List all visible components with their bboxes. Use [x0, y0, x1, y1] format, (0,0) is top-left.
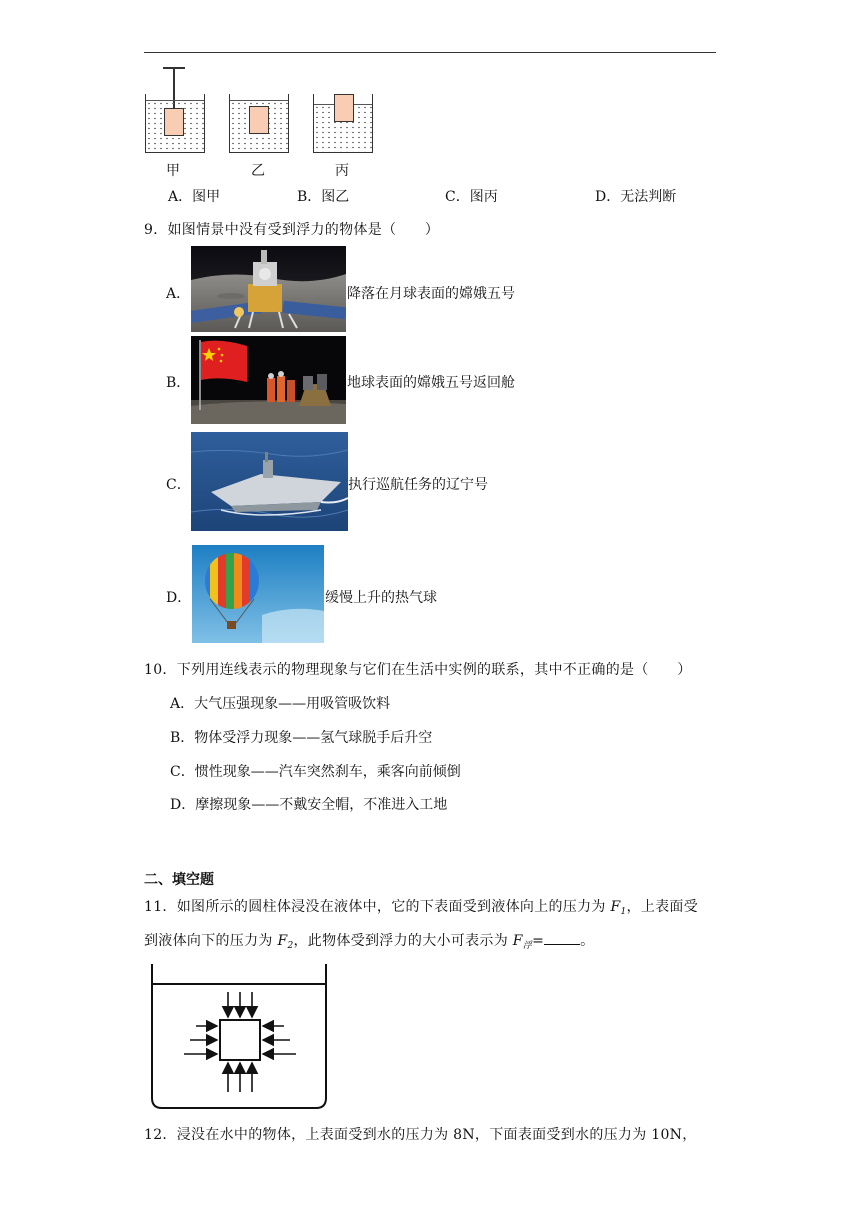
q11-text: ，上表面受 [626, 899, 699, 915]
q10-option-a[interactable]: A．大气压强现象——用吸管吸饮料 [170, 696, 391, 712]
q9-option-d-caption: 缓慢上升的热气球 [325, 590, 437, 606]
q10-option-c[interactable]: C．惯性现象——汽车突然刹车，乘客向前倾倒 [170, 764, 461, 780]
figure-label-yi: 乙 [251, 163, 265, 179]
beaker-jia [145, 94, 205, 153]
option-text: 图甲 [192, 189, 221, 205]
var-F1-sub: 1 [620, 907, 627, 917]
q10-option-b[interactable]: B．物体受浮力现象——氢气球脱手后升空 [170, 730, 433, 746]
q10-option-d[interactable]: D．摩擦现象——不戴安全帽，不准进入工地 [170, 797, 448, 813]
option-text: 图乙 [321, 189, 350, 205]
q9-option-c-caption: 执行巡航任务的辽宁号 [348, 477, 488, 493]
lunar-lander-photo [191, 246, 346, 332]
option-letter: B． [297, 189, 322, 205]
q11-text: 11．如图所示的圆柱体浸没在液体中，它的下表面受到液体向上的压力为 [144, 899, 611, 915]
beaker-bing [313, 94, 373, 153]
q11-figure [146, 962, 332, 1112]
q9-option-b-letter[interactable]: B． [166, 375, 191, 391]
q11-text: ，此物体受到浮力的大小可表示为 [293, 933, 513, 949]
figure-label-jia: 甲 [166, 163, 180, 179]
q9-option-c-letter[interactable]: C． [166, 477, 191, 493]
option-letter: C． [445, 189, 470, 205]
var-Ffu: F [512, 933, 523, 949]
q9-option-b-caption: 地球表面的嫦娥五号返回舱 [347, 375, 515, 391]
answer-blank[interactable] [544, 932, 580, 945]
block [164, 108, 184, 136]
var-F2-sub: 2 [287, 941, 294, 951]
q9-option-a-letter[interactable]: A． [166, 286, 191, 302]
var-F1: F [610, 899, 621, 915]
var-Ffu-sub: 浮 [522, 941, 533, 951]
q8-option-b[interactable] [297, 186, 349, 206]
q8-option-d[interactable] [595, 186, 676, 206]
q9-option-a-caption: 降落在月球表面的嫦娥五号 [347, 286, 515, 302]
q8-option-c[interactable] [445, 186, 498, 206]
beaker-yi [229, 94, 289, 153]
return-capsule-photo [191, 336, 346, 424]
q11-text: 。 [580, 933, 595, 949]
var-F2: F [277, 933, 288, 949]
figure-label-bing: 丙 [335, 163, 349, 179]
q11-text: 到液体向下的压力为 [144, 933, 278, 949]
q11-line2 [144, 930, 594, 951]
aircraft-carrier-photo [191, 432, 348, 531]
option-text: 无法判断 [620, 189, 677, 205]
q8-option-a[interactable] [168, 186, 220, 206]
block [249, 106, 269, 134]
option-text: 图丙 [469, 189, 498, 205]
section-title: 二、填空题 [144, 872, 214, 888]
option-letter: A． [168, 189, 193, 205]
q11-line1 [144, 896, 698, 917]
q12-stem: 12．浸没在水中的物体，上表面受到水的压力为 8N，下面表面受到水的压力为 10N， [144, 1127, 697, 1143]
hot-air-balloon-photo [192, 545, 324, 643]
block [334, 94, 354, 122]
header-rule [144, 52, 716, 53]
q10-stem: 10．下列用连线表示的物理现象与它们在生活中实例的联系，其中不正确的是（ ） [144, 662, 692, 678]
q11-text: = [532, 933, 545, 949]
q9-option-d-letter[interactable]: D． [166, 590, 192, 606]
q9-stem: 9．如图情景中没有受到浮力的物体是（ ） [144, 222, 440, 238]
option-letter: D． [595, 189, 621, 205]
